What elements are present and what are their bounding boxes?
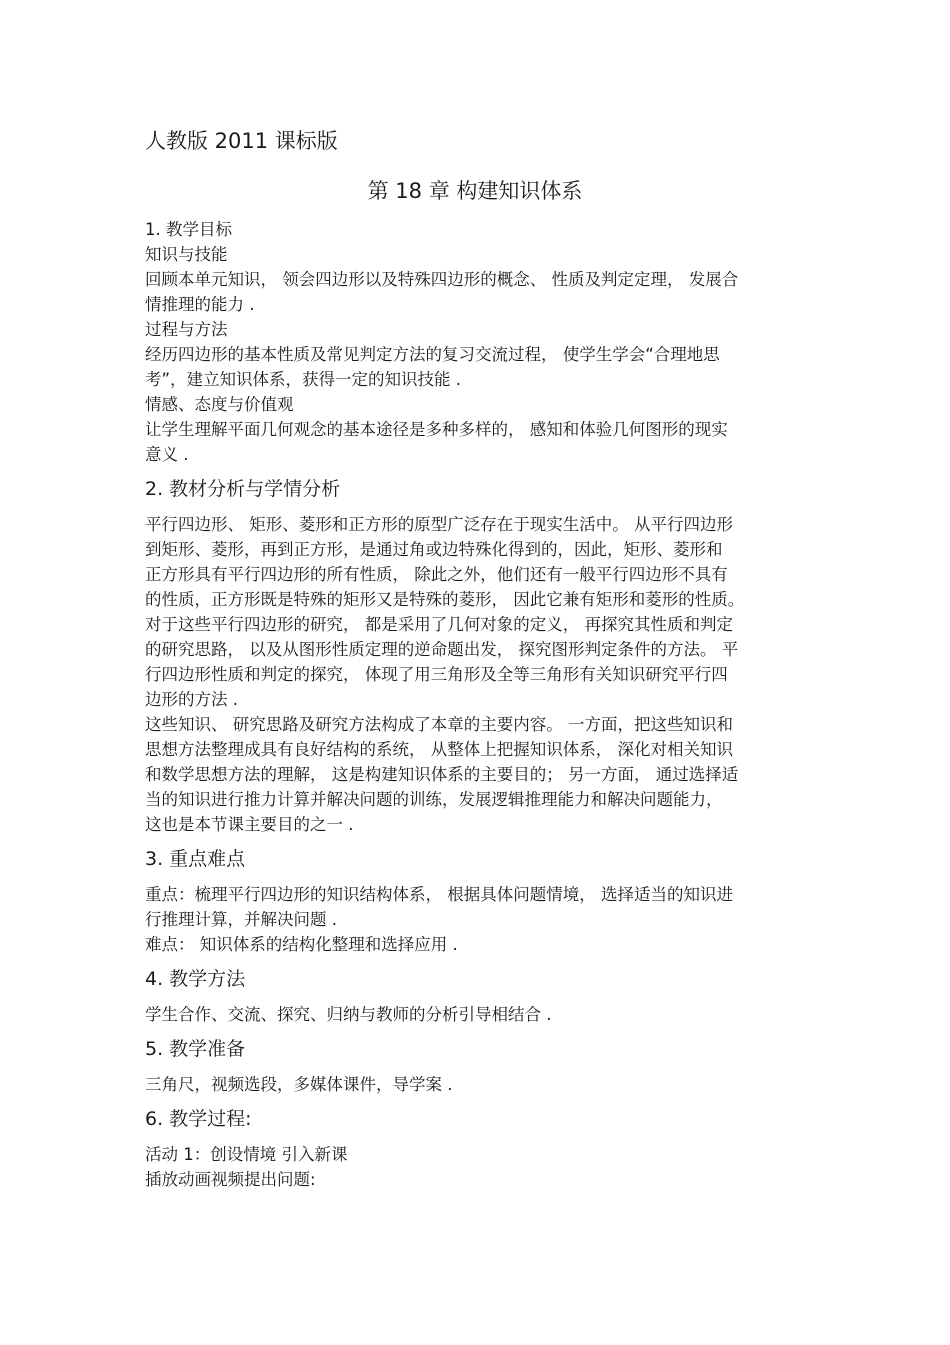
body-line: 对于这些平行四边形的研究， 都是采用了几何对象的定义， 再探究其性质和判定	[145, 615, 733, 634]
body-line: 正方形具有平行四边形的所有性质， 除此之外，他们还有一般平行四边形不具有	[145, 565, 728, 584]
body-line: 和数学思想方法的理解， 这是构建知识体系的主要目的； 另一方面， 通过选择适	[145, 765, 739, 784]
section-3-heading: 3. 重点难点	[145, 848, 246, 870]
knowledge-skills-label: 知识与技能	[145, 245, 228, 264]
body-line: 这些知识、 研究思路及研究方法构成了本章的主要内容。 一方面，把这些知识和	[145, 715, 733, 734]
chapter-title: 第 18 章 构建知识体系	[367, 179, 583, 203]
body-line: 行推理计算，并解决问题 .	[145, 910, 337, 929]
body-line: 这也是本节课主要目的之一 .	[145, 815, 354, 834]
body-line: 难点： 知识体系的结构化整理和选择应用 .	[145, 935, 458, 954]
body-line: 让学生理解平面几何观念的基本途径是多种多样的， 感知和体验几何图形的现实	[145, 420, 728, 439]
edition-label: 人教版 2011 课标版	[145, 129, 338, 153]
body-line: 考”，建立知识体系，获得一定的知识技能 .	[145, 370, 462, 389]
body-line: 经历四边形的基本性质及常见判定方法的复习交流过程， 使学生学会“合理地思	[145, 345, 720, 364]
body-line: 的研究思路， 以及从图形性质定理的逆命题出发， 探究图形判定条件的方法。 平	[145, 640, 739, 659]
body-line: 三角尺，视频选段，多媒体课件，导学案 .	[145, 1075, 453, 1094]
body-line: 边形的方法 .	[145, 690, 238, 709]
activity-title: 活动 1：创设情境 引入新课	[145, 1145, 348, 1164]
body-line: 平行四边形、 矩形、菱形和正方形的原型广泛存在于现实生活中。 从平行四边形	[145, 515, 733, 534]
body-line: 当的知识进行推力计算并解决问题的训练，发展逻辑推理能力和解决问题能力，	[145, 790, 723, 809]
section-6-heading: 6. 教学过程:	[145, 1108, 252, 1130]
section-1-heading: 1. 教学目标	[145, 220, 232, 239]
body-line: 回顾本单元知识， 领会四边形以及特殊四边形的概念、 性质及判定定理， 发展合	[145, 270, 739, 289]
section-5-heading: 5. 教学准备	[145, 1038, 246, 1060]
body-line: 学生合作、交流、探究、归纳与教师的分析引导相结合 .	[145, 1005, 552, 1024]
body-line: 行四边形性质和判定的探究， 体现了用三角形及全等三角形有关知识研究平行四	[145, 665, 728, 684]
body-line: 重点：梳理平行四边形的知识结构体系， 根据具体问题情境， 选择适当的知识进	[145, 885, 733, 904]
emotion-values-label: 情感、态度与价值观	[145, 395, 294, 414]
body-line: 插放动画视频提出问题:	[145, 1170, 316, 1189]
process-method-label: 过程与方法	[145, 320, 228, 339]
section-4-heading: 4. 教学方法	[145, 968, 246, 990]
body-line: 思想方法整理成具有良好结构的系统， 从整体上把握知识体系， 深化对相关知识	[145, 740, 733, 759]
document-body	[145, 217, 810, 1192]
section-2-heading: 2. 教材分析与学情分析	[145, 478, 341, 500]
body-line: 情推理的能力 .	[145, 295, 255, 314]
body-line: 到矩形、菱形，再到正方形，是通过角或边特殊化得到的，因此，矩形、菱形和	[145, 540, 723, 559]
body-line: 的性质，正方形既是特殊的矩形又是特殊的菱形， 因此它兼有矩形和菱形的性质。	[145, 590, 745, 609]
body-line: 意义 .	[145, 445, 189, 464]
